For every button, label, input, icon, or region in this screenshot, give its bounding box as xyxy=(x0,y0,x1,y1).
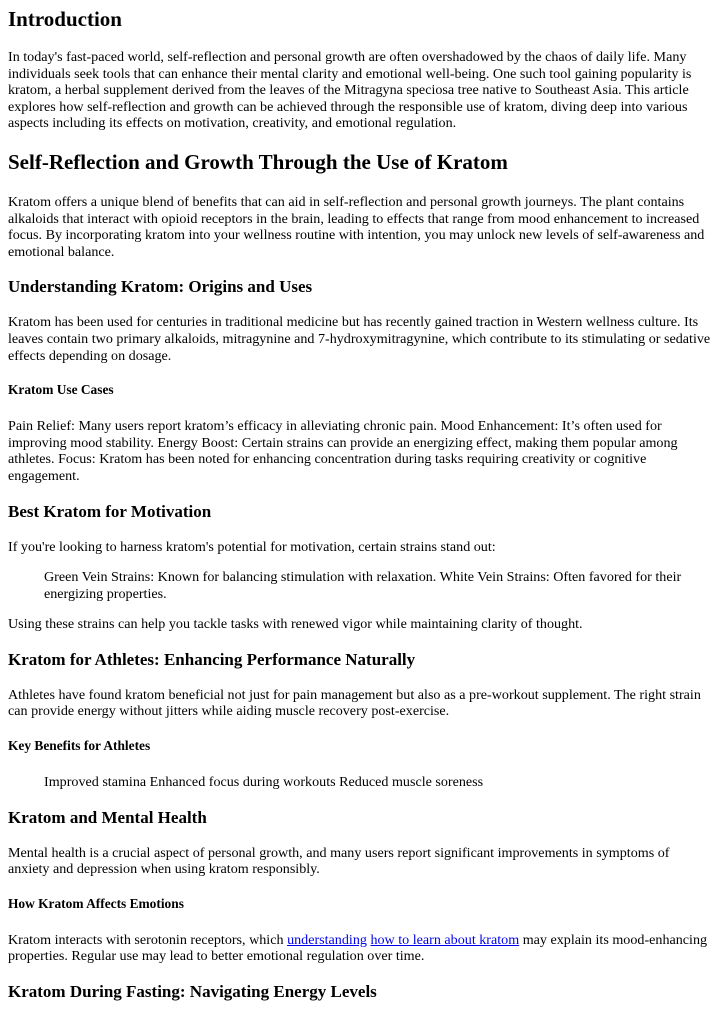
link-learn-about-kratom[interactable]: how to learn about kratom xyxy=(370,931,520,948)
heading-introduction: Introduction xyxy=(8,7,122,31)
paragraph-motivation-after: Using these strains can help you tackle tasks with renewed vigor while maintaining clarity of thought. xyxy=(8,616,583,633)
key-benefits-list: Improved stamina Enhanced focus during workouts Reduced muscle soreness xyxy=(44,774,484,791)
heading-mental-health: Kratom and Mental Health xyxy=(8,807,207,827)
heading-use-cases: Kratom Use Cases xyxy=(8,382,114,398)
heading-understanding-kratom: Understanding Kratom: Origins and Uses xyxy=(8,277,313,297)
paragraph-emotions xyxy=(8,932,712,965)
heading-fasting: Kratom During Fasting: Navigating Energy Levels xyxy=(8,982,377,1002)
heading-athletes: Kratom for Athletes: Enhancing Performance Naturally xyxy=(8,649,416,669)
emotions-text-after: may explain its mood-enhancing properties. Regular use may lead to better emotional regulation over time. xyxy=(8,931,708,965)
motivation-strains-list: Green Vein Strains: Known for balancing stimulation with relaxation. White Vein Strains: Often favored for their energizing properties. xyxy=(44,569,682,602)
paragraph-motivation-intro: If you're looking to harness kratom's potential for motivation, certain strains stand out: xyxy=(8,538,496,555)
heading-self-reflection: Self-Reflection and Growth Through the Use of Kratom xyxy=(8,149,508,174)
heading-key-benefits: Key Benefits for Athletes xyxy=(8,738,151,754)
paragraph-use-cases: Pain Relief: Many users report kratom’s efficacy in alleviating chronic pain. Mood Enhancement: It’s often used for improving mood stability. Energy Boost: Certain strains can provide an energizing effect, making them popular among athletes. Focus: Kratom has been noted for enhancing concentration during tasks requiring creativity or cognitive engagement. xyxy=(8,418,678,484)
link-understanding[interactable]: understanding xyxy=(287,931,367,948)
paragraph-understanding-kratom: Kratom has been used for centuries in traditional medicine but has recently gained traction in Western wellness culture. Its leaves contain two primary alkaloids, mitragynine and 7-hydroxymitragynine, which contribute to its stimulating or sedative effects depending on dosage. xyxy=(8,314,711,364)
paragraph-introduction: In today's fast-paced world, self-reflection and personal growth are often overshadowed by the chaos of daily life. Many individuals seek tools that can enhance their mental clarity and emotional well-being. One such tool gaining popularity is kratom, a herbal supplement derived from the leaves of the Mitragyna speciosa tree native to Southeast Asia. This article explores how self-reflection and growth can be achieved through the responsible use of kratom, diving deep into various aspects including its effects on motivation, creativity, and emotional regulation. xyxy=(8,49,692,132)
emotions-text-before: Kratom interacts with serotonin receptors, which xyxy=(8,931,288,948)
heading-emotions: How Kratom Affects Emotions xyxy=(8,895,184,911)
paragraph-mental-health: Mental health is a crucial aspect of personal growth, and many users report significant improvements in symptoms of anxiety and depression when using kratom responsibly. xyxy=(8,844,670,878)
paragraph-athletes: Athletes have found kratom beneficial not just for pain management but also as a pre-workout supplement. The right strain can provide energy without jitters while aiding muscle recovery post-exercise. xyxy=(8,686,701,720)
paragraph-self-reflection: Kratom offers a unique blend of benefits that can aid in self-reflection and personal growth journeys. The plant contains alkaloids that interact with opioid receptors in the brain, leading to effects that range from mood enhancement to increased focus. By incorporating kratom into your wellness routine with intention, you may unlock new levels of self-awareness and emotional balance. xyxy=(8,193,705,260)
article xyxy=(0,6,720,1003)
heading-best-kratom-motivation: Best Kratom for Motivation xyxy=(8,501,212,521)
